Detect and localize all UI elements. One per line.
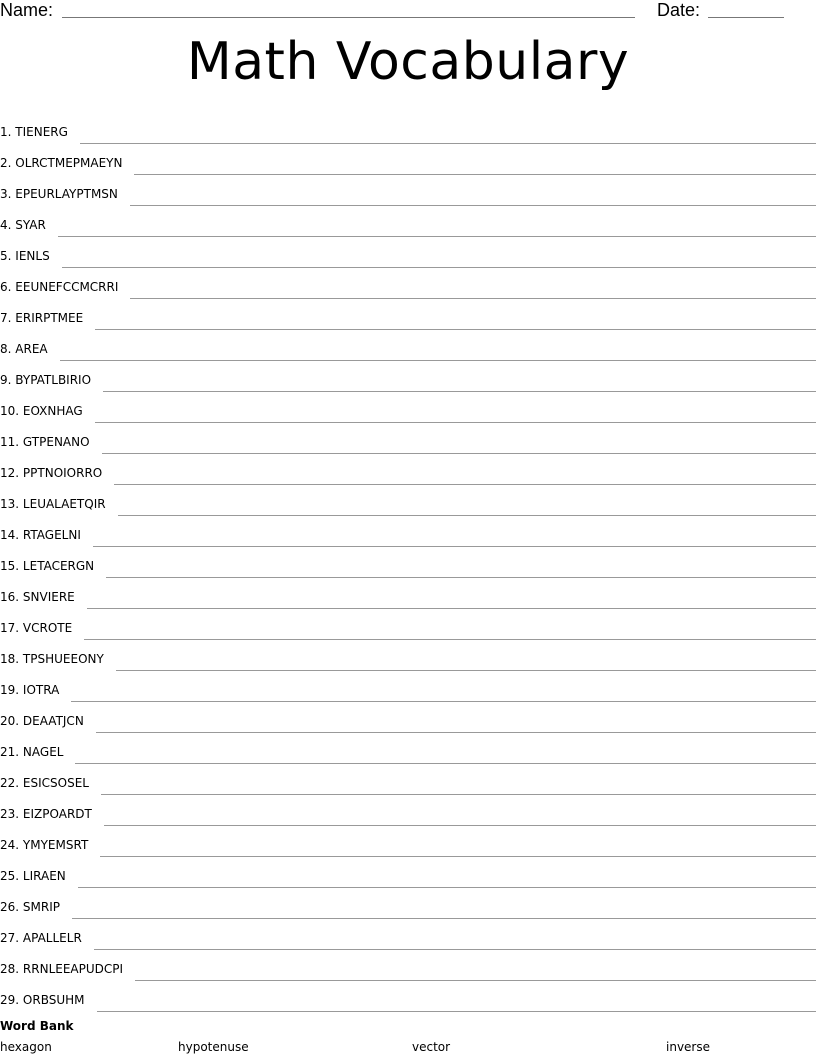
scrambled-word: GTPENANO [22, 435, 90, 449]
word-bank-title: Word Bank [0, 1019, 74, 1033]
answer-line[interactable] [75, 762, 816, 764]
word-bank-word: vector [412, 1040, 451, 1054]
question-prompt [0, 527, 81, 547]
scrambled-word: IOTRA [22, 683, 60, 697]
question-number: 22. [0, 776, 20, 790]
question-row [0, 764, 816, 795]
question-prompt [0, 434, 90, 454]
scrambled-word: SYAR [15, 218, 46, 232]
question-number: 14. [0, 528, 20, 542]
question-prompt [0, 465, 102, 485]
question-row [0, 826, 816, 857]
name-field[interactable] [62, 17, 635, 18]
word-bank-word: hexagon [0, 1040, 52, 1054]
question-row [0, 950, 816, 981]
question-number: 28. [0, 962, 20, 976]
question-row [0, 454, 816, 485]
question-list [0, 113, 816, 1012]
question-row [0, 795, 816, 826]
question-row [0, 237, 816, 268]
header [0, 0, 816, 24]
question-prompt [0, 403, 83, 423]
question-row [0, 640, 816, 671]
page-title: Math Vocabulary [186, 32, 630, 92]
name-label: Name: [0, 0, 54, 20]
question-number: 24. [0, 838, 20, 852]
question-prompt [0, 372, 91, 392]
answer-line[interactable] [97, 1010, 816, 1012]
question-prompt [0, 589, 75, 609]
question-number: 10. [0, 404, 20, 418]
scrambled-word: VCROTE [22, 621, 73, 635]
question-row [0, 392, 816, 423]
answer-line[interactable] [71, 700, 816, 702]
question-prompt [0, 310, 83, 330]
scrambled-word: RRNLEEAPUDCPI [22, 962, 124, 976]
scrambled-word: PPTNOIORRO [22, 466, 103, 480]
scrambled-word: APALLELR [22, 931, 82, 945]
question-number: 19. [0, 683, 20, 697]
answer-line[interactable] [93, 545, 816, 547]
scrambled-word: EOXNHAG [22, 404, 83, 418]
scrambled-word: DEAATJCN [22, 714, 84, 728]
answer-line[interactable] [135, 979, 816, 981]
answer-line[interactable] [130, 297, 816, 299]
scrambled-word: NAGEL [22, 745, 64, 759]
answer-line[interactable] [116, 669, 816, 671]
answer-line[interactable] [118, 514, 816, 516]
question-row [0, 919, 816, 950]
question-row [0, 671, 816, 702]
scrambled-word: LIRAEN [22, 869, 66, 883]
question-number: 6. [0, 280, 12, 294]
answer-line[interactable] [58, 235, 816, 237]
scrambled-word: OLRCTMEPMAEYN [15, 156, 123, 170]
scrambled-word: LEUALAETQIR [22, 497, 106, 511]
scrambled-word: LETACERGN [22, 559, 95, 573]
question-number: 20. [0, 714, 20, 728]
answer-line[interactable] [106, 576, 816, 578]
question-number: 1. [0, 125, 12, 139]
question-number: 8. [0, 342, 12, 356]
scrambled-word: AREA [15, 342, 48, 356]
answer-line[interactable] [134, 173, 816, 175]
question-row [0, 485, 816, 516]
question-number: 2. [0, 156, 12, 170]
question-row [0, 733, 816, 764]
answer-line[interactable] [101, 793, 816, 795]
question-prompt [0, 124, 68, 144]
scrambled-word: YMYEMSRT [22, 838, 89, 852]
question-prompt [0, 186, 118, 206]
question-number: 21. [0, 745, 20, 759]
question-row [0, 857, 816, 888]
question-number: 4. [0, 218, 12, 232]
date-label: Date: [657, 0, 701, 20]
question-prompt [0, 341, 48, 361]
answer-line[interactable] [84, 638, 816, 640]
answer-line[interactable] [100, 855, 816, 857]
question-number: 17. [0, 621, 20, 635]
question-row [0, 609, 816, 640]
question-prompt [0, 961, 123, 981]
question-prompt [0, 775, 89, 795]
question-number: 16. [0, 590, 20, 604]
answer-line[interactable] [96, 731, 816, 733]
answer-line[interactable] [103, 390, 816, 392]
question-number: 18. [0, 652, 20, 666]
word-bank-word: hypotenuse [178, 1040, 249, 1054]
question-prompt [0, 713, 84, 733]
question-number: 5. [0, 249, 12, 263]
question-number: 25. [0, 869, 20, 883]
scrambled-word: EEUNEFCCMCRRI [15, 280, 119, 294]
question-prompt [0, 806, 92, 826]
question-number: 26. [0, 900, 20, 914]
question-number: 7. [0, 311, 12, 325]
question-row [0, 547, 816, 578]
answer-line[interactable] [78, 886, 816, 888]
scrambled-word: SMRIP [22, 900, 61, 914]
question-prompt [0, 496, 106, 516]
scrambled-word: TIENERG [15, 125, 68, 139]
answer-line[interactable] [102, 452, 816, 454]
word-bank-word: inverse [666, 1040, 710, 1054]
answer-line[interactable] [95, 421, 816, 423]
question-row [0, 888, 816, 919]
question-row [0, 144, 816, 175]
question-number: 23. [0, 807, 20, 821]
answer-line[interactable] [104, 824, 816, 826]
question-number: 9. [0, 373, 12, 387]
question-prompt [0, 899, 60, 919]
answer-line[interactable] [72, 917, 816, 919]
question-row [0, 361, 816, 392]
scrambled-word: TPSHUEEONY [22, 652, 104, 666]
scrambled-word: ESICSOSEL [22, 776, 89, 790]
scrambled-word: ERIRPTMEE [15, 311, 84, 325]
question-prompt [0, 279, 118, 299]
question-row [0, 516, 816, 547]
answer-line[interactable] [62, 266, 816, 268]
question-prompt [0, 992, 85, 1012]
question-row [0, 175, 816, 206]
question-row [0, 113, 816, 144]
question-row [0, 268, 816, 299]
question-prompt [0, 155, 122, 175]
question-row [0, 299, 816, 330]
date-field[interactable] [708, 17, 784, 18]
scrambled-word: SNVIERE [22, 590, 75, 604]
question-prompt [0, 620, 72, 640]
question-prompt [0, 682, 59, 702]
scrambled-word: ORBSUHM [22, 993, 85, 1007]
question-prompt [0, 217, 46, 237]
question-number: 27. [0, 931, 20, 945]
question-row [0, 702, 816, 733]
scrambled-word: IENLS [15, 249, 50, 263]
question-number: 3. [0, 187, 12, 201]
answer-line[interactable] [60, 359, 816, 361]
question-prompt [0, 651, 104, 671]
answer-line[interactable] [80, 142, 816, 144]
question-number: 29. [0, 993, 20, 1007]
answer-line[interactable] [87, 607, 816, 609]
scrambled-word: BYPATLBIRIO [15, 373, 92, 387]
question-prompt [0, 558, 94, 578]
question-row [0, 206, 816, 237]
question-prompt [0, 837, 88, 857]
scrambled-word: RTAGELNI [22, 528, 81, 542]
question-row [0, 423, 816, 454]
question-number: 11. [0, 435, 20, 449]
question-prompt [0, 930, 82, 950]
scrambled-word: EIZPOARDT [22, 807, 92, 821]
scrambled-word: EPEURLAYPTMSN [15, 187, 118, 201]
question-row [0, 981, 816, 1012]
question-number: 13. [0, 497, 20, 511]
question-prompt [0, 744, 63, 764]
question-row [0, 330, 816, 361]
answer-line[interactable] [114, 483, 816, 485]
question-number: 15. [0, 559, 20, 573]
question-prompt [0, 248, 50, 268]
question-prompt [0, 868, 66, 888]
answer-line[interactable] [94, 948, 816, 950]
question-row [0, 578, 816, 609]
answer-line[interactable] [95, 328, 816, 330]
question-number: 12. [0, 466, 20, 480]
answer-line[interactable] [130, 204, 816, 206]
